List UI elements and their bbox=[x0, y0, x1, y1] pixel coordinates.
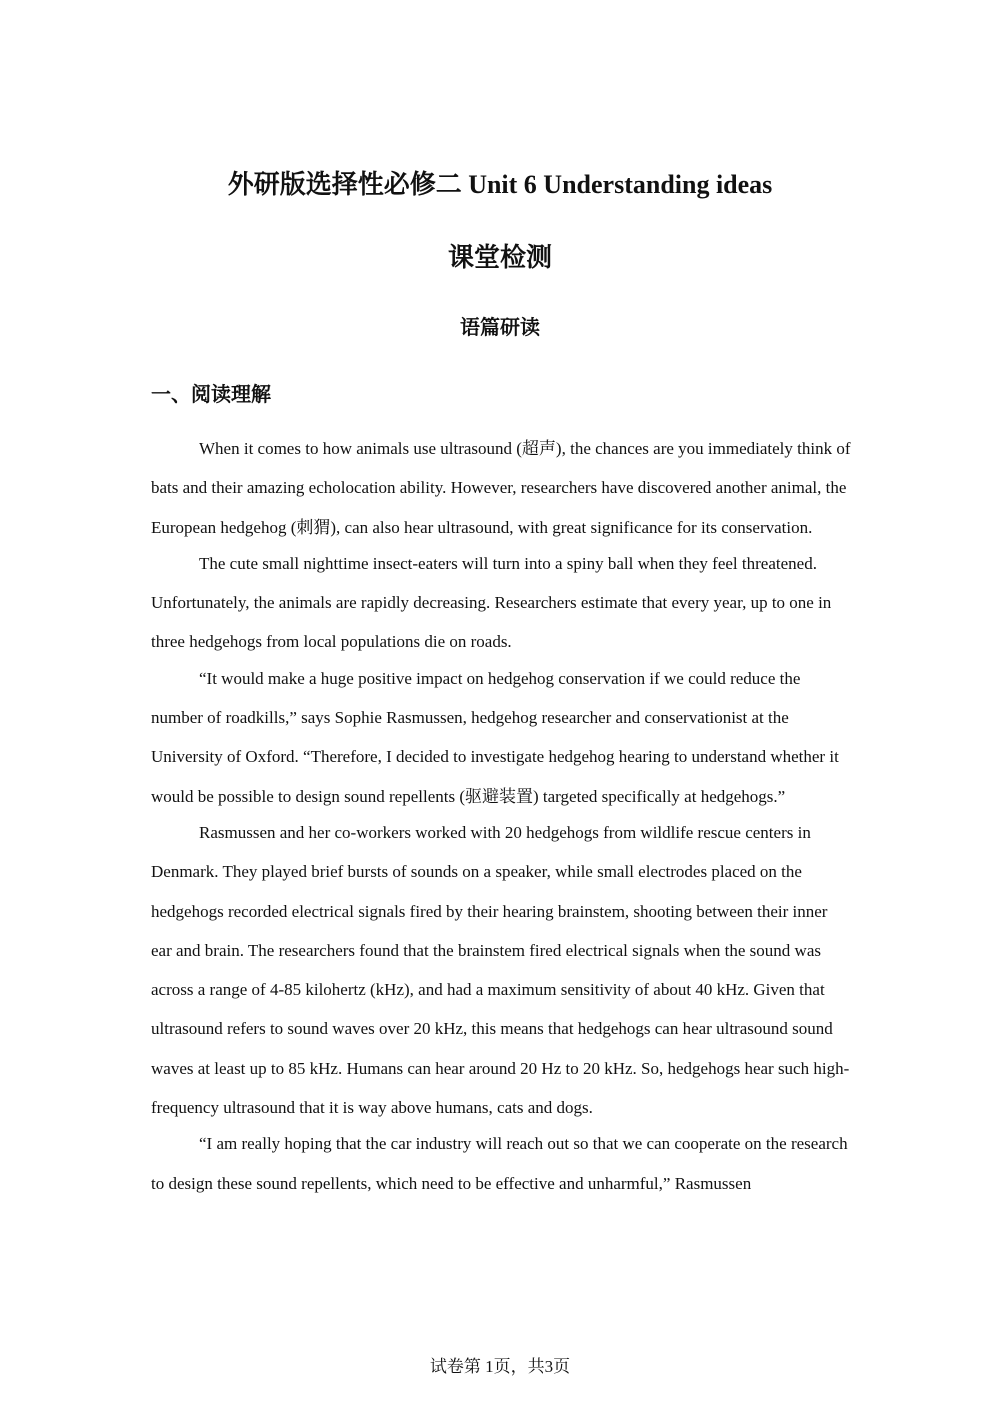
passage-paragraph: The cute small nighttime insect-eaters will turn into a spiny ball when they feel threatened. Unfortunately, the animals are rapidly decreasing. Researchers estimate that every year, up to one in three hedgehogs from local populations die on roads. bbox=[151, 553, 832, 652]
passage-paragraph: “It would make a huge positive impact on hedgehog conservation if we could reduce the number of roadkills,” says Sophie Rasmussen, hedgehog researcher and conservationist at the University of Oxford. “Therefore, I decided to investigate hedgehog hearing to understand whether it would be possible to design sound repellents (驱避装置) targeted specifically at hedgehogs.” bbox=[151, 668, 839, 806]
passage-paragraph: When it comes to how animals use ultrasound (超声), the chances are you immediately think of bats and their amazing echolocation ability. However, researchers have discovered another animal, the European hedgehog (刺猬), can also hear ultrasound, with great significance for its conservation. bbox=[151, 439, 851, 537]
passage-paragraph: Rasmussen and her co-workers worked with 20 hedgehogs from wildlife rescue centers in Denmark. They played brief bursts of sounds on a speaker, while small electrodes placed on the hedgehogs recorded electrical signals fired by their hearing brainstem, shooting between their inner ear and brain. The researchers found that the brainstem fired electrical signals when the sound was across a range of 4-85 kilohertz (kHz), and had a maximum sensitivity of about 40 kHz. Given that ultrasound refers to sound waves over 20 kHz, this means that hedgehogs can hear ultrasound sound waves at least up to 85 kHz. Humans can hear around 20 Hz to 20 kHz. So, hedgehogs hear such high-frequency ultrasound that it is way above humans, cats and dogs. bbox=[151, 822, 850, 1118]
passage-paragraph: “I am really hoping that the car industry will reach out so that we can cooperate on the research to design these sound repellents, which need to be effective and unharmful,” Rasmussen bbox=[151, 1134, 848, 1193]
page-footer: 试卷第 1页，共3页 bbox=[429, 1357, 571, 1376]
document-subtitle: 课堂检测 bbox=[447, 243, 552, 272]
reading-passage bbox=[151, 429, 851, 1200]
part-heading: 一、阅读理解 bbox=[151, 384, 271, 406]
document-title: 外研版选择性必修二 Unit 6 Understanding ideas bbox=[227, 170, 773, 199]
section-heading: 语篇研读 bbox=[460, 317, 540, 339]
